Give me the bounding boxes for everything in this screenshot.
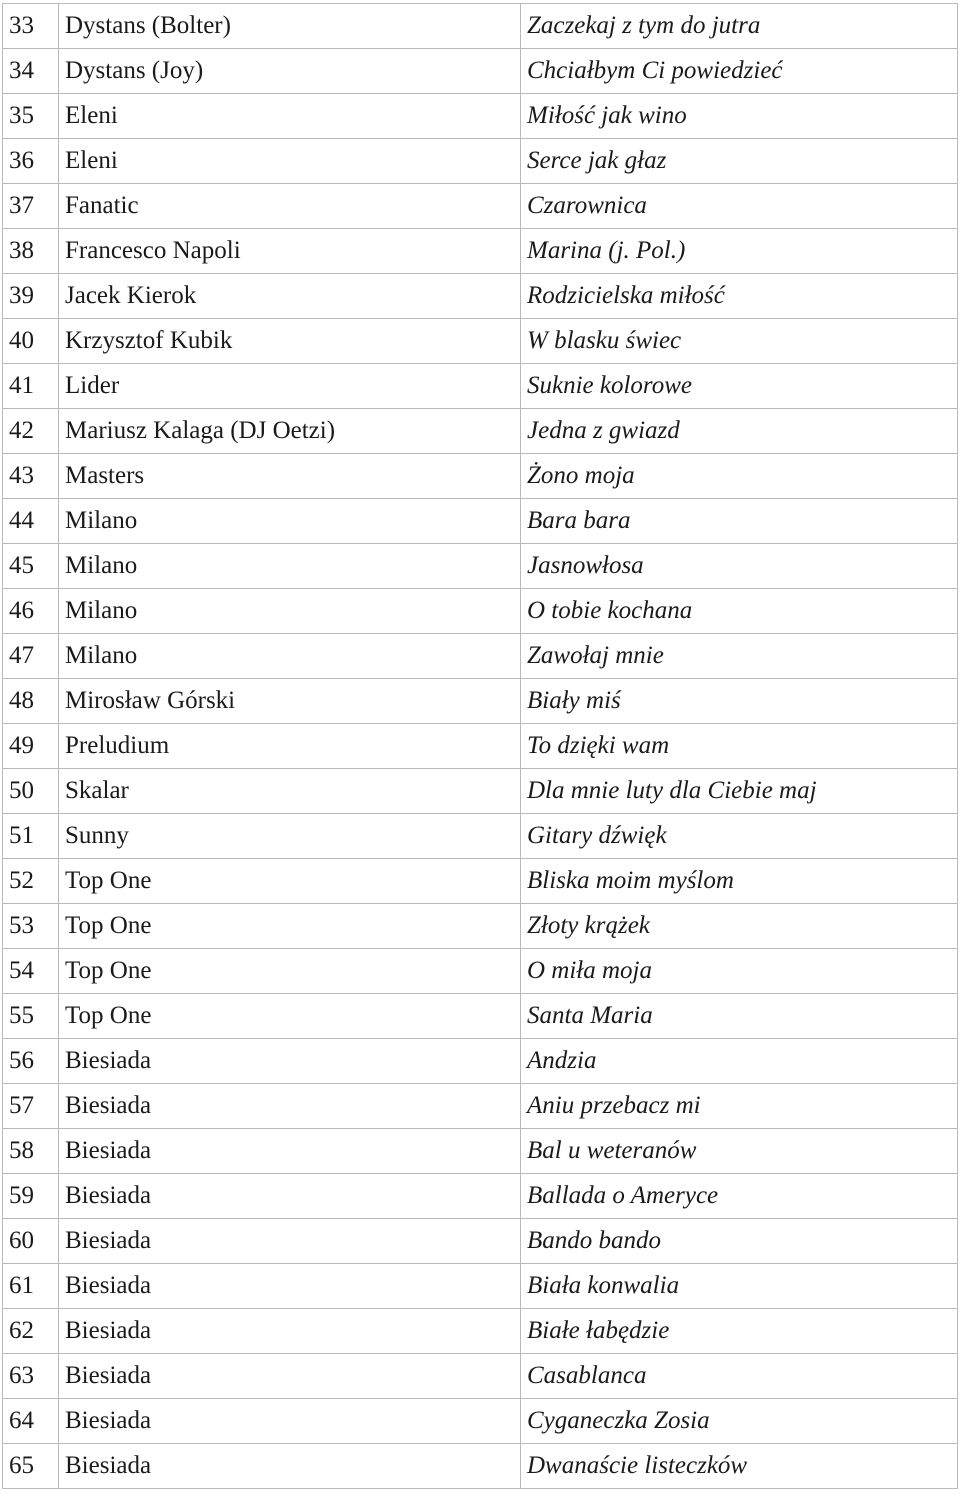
artist-name: Milano [59, 634, 521, 679]
row-number: 40 [3, 319, 59, 364]
song-table-body [3, 4, 958, 1489]
song-title: Cyganeczka Zosia [521, 1399, 958, 1444]
table-row [3, 814, 958, 859]
song-title: Bando bando [521, 1219, 958, 1264]
table-row [3, 994, 958, 1039]
song-title: Dla mnie luty dla Ciebie maj [521, 769, 958, 814]
table-row [3, 1219, 958, 1264]
table-row [3, 4, 958, 49]
artist-name: Biesiada [59, 1354, 521, 1399]
song-title: Santa Maria [521, 994, 958, 1039]
table-row [3, 319, 958, 364]
table-row [3, 1444, 958, 1489]
table-row [3, 1264, 958, 1309]
row-number: 49 [3, 724, 59, 769]
row-number: 37 [3, 184, 59, 229]
artist-name: Francesco Napoli [59, 229, 521, 274]
table-row [3, 1309, 958, 1354]
song-title: Marina (j. Pol.) [521, 229, 958, 274]
artist-name: Biesiada [59, 1264, 521, 1309]
row-number: 42 [3, 409, 59, 454]
artist-name: Biesiada [59, 1399, 521, 1444]
song-title: Jasnowłosa [521, 544, 958, 589]
song-title: Dwanaście listeczków [521, 1444, 958, 1489]
row-number: 62 [3, 1309, 59, 1354]
artist-name: Skalar [59, 769, 521, 814]
song-title: Gitary dźwięk [521, 814, 958, 859]
song-title: O tobie kochana [521, 589, 958, 634]
row-number: 59 [3, 1174, 59, 1219]
song-title: To dzięki wam [521, 724, 958, 769]
table-row [3, 1174, 958, 1219]
song-title: Aniu przebacz mi [521, 1084, 958, 1129]
song-list-page [2, 3, 957, 1489]
artist-name: Masters [59, 454, 521, 499]
artist-name: Biesiada [59, 1444, 521, 1489]
artist-name: Top One [59, 904, 521, 949]
artist-name: Biesiada [59, 1129, 521, 1174]
table-row [3, 409, 958, 454]
table-row [3, 904, 958, 949]
song-title: Bara bara [521, 499, 958, 544]
table-row [3, 1084, 958, 1129]
row-number: 65 [3, 1444, 59, 1489]
song-title: Chciałbym Ci powiedzieć [521, 49, 958, 94]
artist-name: Biesiada [59, 1084, 521, 1129]
table-row [3, 94, 958, 139]
row-number: 63 [3, 1354, 59, 1399]
artist-name: Milano [59, 589, 521, 634]
row-number: 35 [3, 94, 59, 139]
song-title: Suknie kolorowe [521, 364, 958, 409]
table-row [3, 499, 958, 544]
row-number: 60 [3, 1219, 59, 1264]
artist-name: Jacek Kierok [59, 274, 521, 319]
table-row [3, 454, 958, 499]
row-number: 45 [3, 544, 59, 589]
row-number: 52 [3, 859, 59, 904]
artist-name: Sunny [59, 814, 521, 859]
song-title: Biała konwalia [521, 1264, 958, 1309]
table-row [3, 1039, 958, 1084]
song-title: Biały miś [521, 679, 958, 724]
row-number: 50 [3, 769, 59, 814]
row-number: 53 [3, 904, 59, 949]
table-row [3, 1354, 958, 1399]
artist-name: Krzysztof Kubik [59, 319, 521, 364]
row-number: 56 [3, 1039, 59, 1084]
table-row [3, 139, 958, 184]
song-table [2, 3, 958, 1489]
song-title: Casablanca [521, 1354, 958, 1399]
row-number: 44 [3, 499, 59, 544]
table-row [3, 859, 958, 904]
table-row [3, 229, 958, 274]
artist-name: Biesiada [59, 1309, 521, 1354]
table-row [3, 634, 958, 679]
song-title: Andzia [521, 1039, 958, 1084]
row-number: 33 [3, 4, 59, 49]
artist-name: Preludium [59, 724, 521, 769]
table-row [3, 184, 958, 229]
artist-name: Biesiada [59, 1219, 521, 1264]
artist-name: Top One [59, 859, 521, 904]
artist-name: Biesiada [59, 1039, 521, 1084]
song-title: W blasku świec [521, 319, 958, 364]
song-title: Białe łabędzie [521, 1309, 958, 1354]
song-title: Bal u weteranów [521, 1129, 958, 1174]
table-row [3, 1129, 958, 1174]
artist-name: Top One [59, 949, 521, 994]
song-title: Bliska moim myślom [521, 859, 958, 904]
song-title: Ballada o Ameryce [521, 1174, 958, 1219]
table-row [3, 49, 958, 94]
artist-name: Dystans (Joy) [59, 49, 521, 94]
row-number: 34 [3, 49, 59, 94]
row-number: 46 [3, 589, 59, 634]
artist-name: Mariusz Kalaga (DJ Oetzi) [59, 409, 521, 454]
artist-name: Mirosław Górski [59, 679, 521, 724]
row-number: 47 [3, 634, 59, 679]
song-title: Jedna z gwiazd [521, 409, 958, 454]
row-number: 61 [3, 1264, 59, 1309]
row-number: 36 [3, 139, 59, 184]
song-title: Miłość jak wino [521, 94, 958, 139]
artist-name: Eleni [59, 94, 521, 139]
song-title: Rodzicielska miłość [521, 274, 958, 319]
row-number: 48 [3, 679, 59, 724]
table-row [3, 589, 958, 634]
artist-name: Lider [59, 364, 521, 409]
artist-name: Dystans (Bolter) [59, 4, 521, 49]
song-title: Zaczekaj z tym do jutra [521, 4, 958, 49]
table-row [3, 949, 958, 994]
table-row [3, 274, 958, 319]
row-number: 58 [3, 1129, 59, 1174]
table-row [3, 724, 958, 769]
artist-name: Milano [59, 544, 521, 589]
row-number: 43 [3, 454, 59, 499]
table-row [3, 769, 958, 814]
row-number: 39 [3, 274, 59, 319]
song-title: O miła moja [521, 949, 958, 994]
song-title: Złoty krążek [521, 904, 958, 949]
song-title: Czarownica [521, 184, 958, 229]
artist-name: Fanatic [59, 184, 521, 229]
song-title: Serce jak głaz [521, 139, 958, 184]
song-title: Zawołaj mnie [521, 634, 958, 679]
row-number: 51 [3, 814, 59, 859]
artist-name: Milano [59, 499, 521, 544]
row-number: 64 [3, 1399, 59, 1444]
table-row [3, 679, 958, 724]
row-number: 41 [3, 364, 59, 409]
row-number: 57 [3, 1084, 59, 1129]
table-row [3, 544, 958, 589]
table-row [3, 1399, 958, 1444]
artist-name: Eleni [59, 139, 521, 184]
artist-name: Top One [59, 994, 521, 1039]
table-row [3, 364, 958, 409]
song-title: Żono moja [521, 454, 958, 499]
row-number: 55 [3, 994, 59, 1039]
artist-name: Biesiada [59, 1174, 521, 1219]
row-number: 38 [3, 229, 59, 274]
row-number: 54 [3, 949, 59, 994]
